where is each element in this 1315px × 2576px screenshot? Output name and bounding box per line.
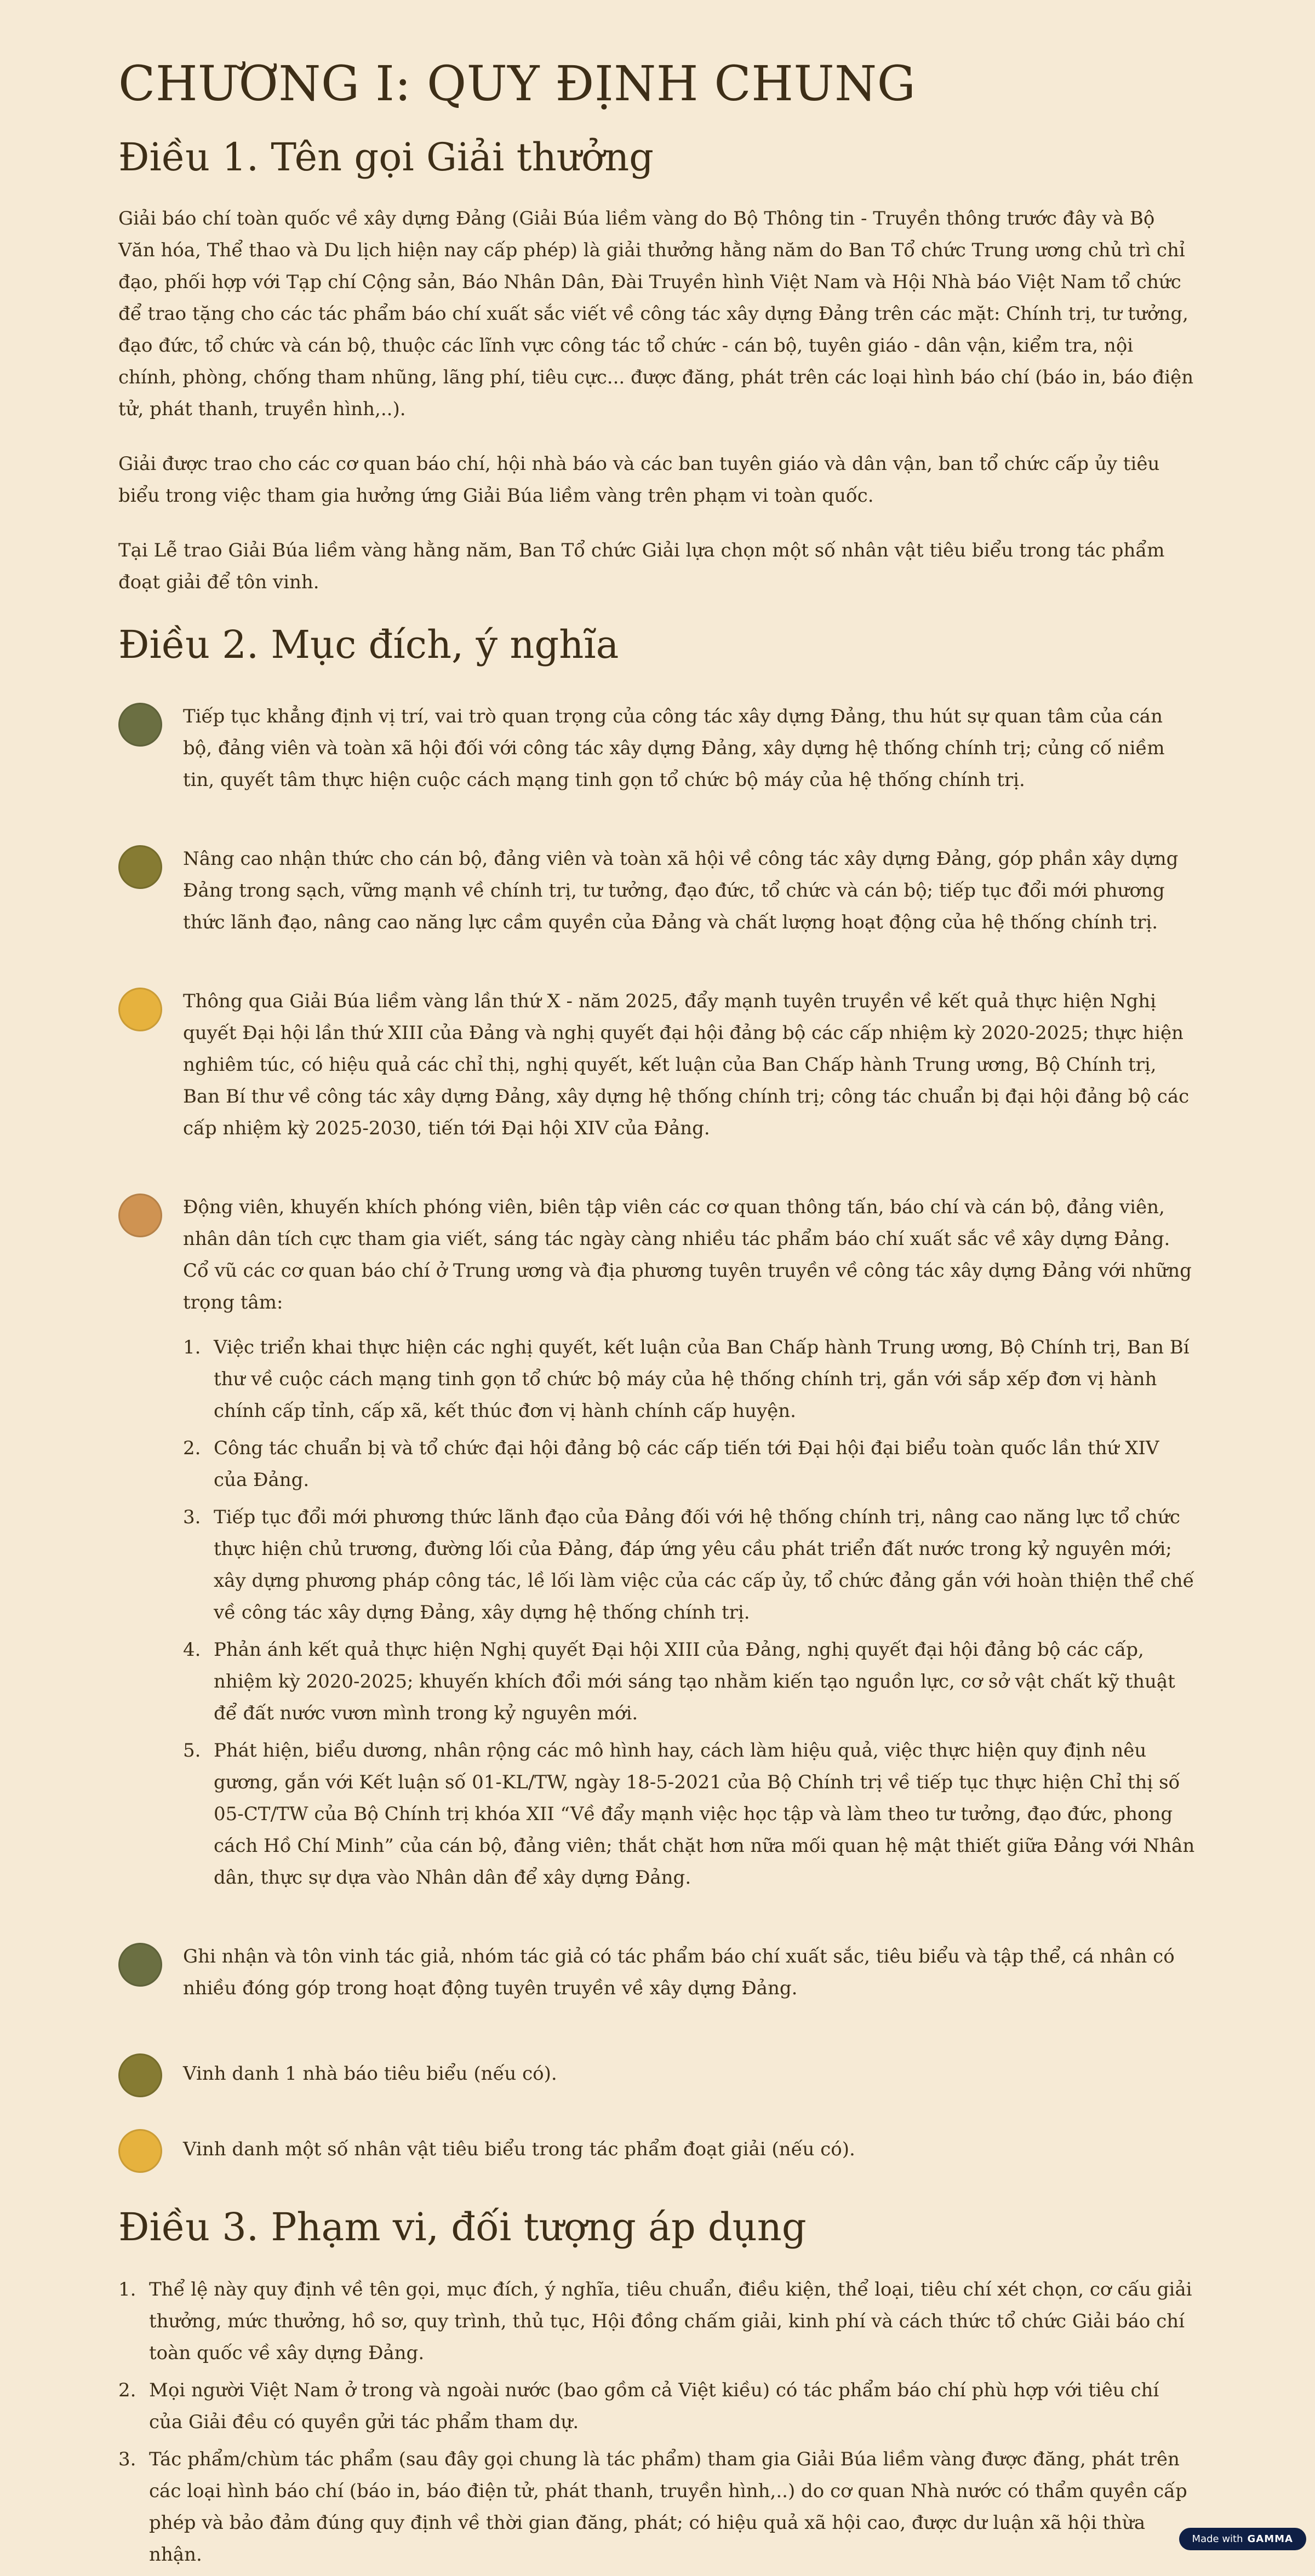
purpose-item	[118, 701, 1197, 796]
scope-item-text: Tác phẩm/chùm tác phẩm (sau đây gọi chung là tác phẩm) tham gia Giải Búa liềm vàng được đăng, phát trên các loại hình báo chí (báo in, báo điện tử, phát thanh, truyền hình,..) do cơ quan Nhà nước có thẩm quyền cấp phép và bảo đảm đúng quy định về thời gian đăng, phát; có hiệu quả xã hội cao, được dư luận xã hội thừa nhận.	[149, 2448, 1187, 2566]
bullet-dot-icon	[118, 1194, 162, 1237]
bullet-dot-icon	[118, 703, 162, 747]
bullet-dot-icon	[118, 2129, 162, 2173]
focus-item-text: Phát hiện, biểu dương, nhân rộng các mô hình hay, cách làm hiệu quả, việc thực hiện quy định nêu gương, gắn với Kết luận số 01-KL/TW, ngày 18-5-2021 của Bộ Chính trị về tiếp tục thực hiện Chỉ thị số 05-CT/TW của Bộ Chính trị khóa XII “Về đẩy mạnh việc học tập và làm theo tư tưởng, đạo đức, phong cách Hồ Chí Minh” của cán bộ, đảng viên; thắt chặt hơn nữa mối quan hệ mật thiết giữa Đảng với Nhân dân, thực sự dựa vào Nhân dân để xây dựng Đảng.	[214, 1740, 1195, 1889]
purpose-list	[118, 701, 1197, 2165]
gamma-logo: GAMMA	[1247, 2533, 1293, 2545]
purpose-item	[118, 2051, 1197, 2090]
badge-prefix: Made with	[1192, 2533, 1243, 2545]
focus-item-text: Phản ánh kết quả thực hiện Nghị quyết Đại hội XIII của Đảng, nghị quyết đại hội đảng bộ các cấp, nhiệm kỳ 2020-2025; khuyến khích đổi mới sáng tạo nhằm kiến tạo nguồn lực, cơ sở vật chất kỹ thuật để đất nước vươn mình trong kỷ nguyên mới.	[214, 1639, 1175, 1724]
focus-item: 5. Phát hiện, biểu dương, nhân rộng các mô hình hay, cách làm hiệu quả, việc thực hiện quy định nêu gương, gắn với Kết luận số 01-KL/TW, ngày 18-5-2021 của Bộ Chính trị về tiếp tục thực hiện Chỉ thị số 05-CT/TW của Bộ Chính trị khóa XII “Về đẩy mạnh việc học tập và làm theo tư tưởng, đạo đức, phong cách Hồ Chí Minh” của cán bộ, đảng viên; thắt chặt hơn nữa mối quan hệ mật thiết giữa Đảng với Nhân dân, thực sự dựa vào Nhân dân để xây dựng Đảng.	[183, 1740, 1195, 1889]
purpose-text: Vinh danh 1 nhà báo tiêu biểu (nếu có).	[183, 2063, 557, 2085]
focus-item-text: Công tác chuẩn bị và tổ chức đại hội đảng bộ các cấp tiến tới Đại hội đại biểu toàn quốc lần thứ XIV của Đảng.	[214, 1437, 1159, 1491]
scope-item-text: Mọi người Việt Nam ở trong và ngoài nước (bao gồm cả Việt kiều) có tác phẩm báo chí phù hợp với tiêu chí của Giải đều có quyền gửi tác phẩm tham dự.	[149, 2379, 1159, 2433]
focus-item-text: Tiếp tục đổi mới phương thức lãnh đạo của Đảng đối với hệ thống chính trị, nâng cao năng lực tổ chức thực hiện chủ trương, đường lối của Đảng, đáp ứng yêu cầu phát triển đất nước trong kỷ nguyên mới; xây dựng phương pháp công tác, lề lối làm việc của các cấp ủy, tổ chức đảng gắn với hoàn thiện thể chế về công tác xây dựng Đảng, xây dựng hệ thống chính trị.	[214, 1506, 1194, 1623]
article-1-paragraph: Tại Lễ trao Giải Búa liềm vàng hằng năm, Ban Tổ chức Giải lựa chọn một số nhân vật tiêu biểu trong tác phẩm đoạt giải để tôn vinh.	[118, 539, 1165, 593]
made-with-gamma-badge[interactable]	[1179, 2528, 1306, 2550]
scope-item: 1. Thể lệ này quy định về tên gọi, mục đích, ý nghĩa, tiêu chuẩn, điều kiện, thể loại, tiêu chí xét chọn, cơ cấu giải thưởng, mức thưởng, hồ sơ, quy trình, thủ tục, Hội đồng chấm giải, kinh phí và cách thức tổ chức Giải báo chí toàn quốc về xây dựng Đảng.	[118, 2278, 1192, 2364]
focus-item: 2. Công tác chuẩn bị và tổ chức đại hội đảng bộ các cấp tiến tới Đại hội đại biểu toàn quốc lần thứ XIV của Đảng.	[183, 1437, 1159, 1491]
document-page	[118, 44, 1197, 2576]
purpose-text: Động viên, khuyến khích phóng viên, biên tập viên các cơ quan thông tấn, báo chí và cán bộ, đảng viên, nhân dân tích cực tham gia viết, sáng tác ngày càng nhiều tác phẩm báo chí xuất sắc về xây dựng Đảng. Cổ vũ các cơ quan báo chí ở Trung ương và địa phương tuyên truyền về công tác xây dựng Đảng với những trọng tâm:	[183, 1196, 1192, 1313]
article-2	[118, 621, 1197, 2166]
purpose-text: Nâng cao nhận thức cho cán bộ, đảng viên và toàn xã hội về công tác xây dựng Đảng, góp phần xây dựng Đảng trong sạch, vững mạnh về chính trị, tư tưởng, đạo đức, tổ chức và cán bộ; tiếp tục đổi mới phương thức lãnh đạo, nâng cao năng lực cầm quyền của Đảng và chất lượng hoạt động của hệ thống chính trị.	[183, 848, 1179, 933]
focus-item: 4. Phản ánh kết quả thực hiện Nghị quyết Đại hội XIII của Đảng, nghị quyết đại hội đảng bộ các cấp, nhiệm kỳ 2020-2025; khuyến khích đổi mới sáng tạo nhằm kiến tạo nguồn lực, cơ sở vật chất kỹ thuật để đất nước vươn mình trong kỷ nguyên mới.	[183, 1639, 1175, 1724]
purpose-item	[118, 2127, 1197, 2165]
bullet-dot-icon	[118, 988, 162, 1031]
article-1-paragraph: Giải được trao cho các cơ quan báo chí, hội nhà báo và các ban tuyên giáo và dân vận, ban tổ chức cấp ủy tiêu biểu trong việc tham gia hưởng ứng Giải Búa liềm vàng trên phạm vi toàn quốc.	[118, 452, 1160, 507]
scope-item: 3. Tác phẩm/chùm tác phẩm (sau đây gọi chung là tác phẩm) tham gia Giải Búa liềm vàng được đăng, phát trên các loại hình báo chí (báo in, báo điện tử, phát thanh, truyền hình,..) do cơ quan Nhà nước có thẩm quyền cấp phép và bảo đảm đúng quy định về thời gian đăng, phát; có hiệu quả xã hội cao, được dư luận xã hội thừa nhận.	[118, 2448, 1187, 2566]
article-1	[118, 134, 1197, 598]
focus-item: 1. Việc triển khai thực hiện các nghị quyết, kết luận của Ban Chấp hành Trung ương, Bộ Chính trị, Ban Bí thư về cuộc cách mạng tinh gọn tổ chức bộ máy của hệ thống chính trị, gắn với sắp xếp đơn vị hành chính cấp tỉnh, cấp xã, kết thúc đơn vị hành chính cấp huyện.	[183, 1336, 1190, 1422]
bullet-dot-icon	[118, 845, 162, 889]
purpose-text: Thông qua Giải Búa liềm vàng lần thứ X - năm 2025, đẩy mạnh tuyên truyền về kết quả thực hiện Nghị quyết Đại hội lần thứ XIII của Đảng và nghị quyết đại hội đảng bộ các cấp nhiệm kỳ 2020-2025; thực hiện nghiêm túc, có hiệu quả các chỉ thị, nghị quyết, kết luận của Ban Chấp hành Trung ương, Bộ Chính trị, Ban Bí thư về công tác xây dựng Đảng, xây dựng hệ thống chính trị; công tác chuẩn bị đại hội đảng bộ các cấp nhiệm kỳ 2025-2030, tiến tới Đại hội XIV của Đảng.	[183, 990, 1190, 1139]
purpose-item	[118, 985, 1197, 1144]
focus-list	[183, 1332, 1197, 1894]
purpose-item	[118, 843, 1197, 938]
scope-item: 2. Mọi người Việt Nam ở trong và ngoài nước (bao gồm cả Việt kiều) có tác phẩm báo chí phù hợp với tiêu chí của Giải đều có quyền gửi tác phẩm tham dự.	[118, 2379, 1159, 2433]
focus-item: 3. Tiếp tục đổi mới phương thức lãnh đạo của Đảng đối với hệ thống chính trị, nâng cao năng lực tổ chức thực hiện chủ trương, đường lối của Đảng, đáp ứng yêu cầu phát triển đất nước trong kỷ nguyên mới; xây dựng phương pháp công tác, lề lối làm việc của các cấp ủy, tổ chức đảng gắn với hoàn thiện thể chế về công tác xây dựng Đảng, xây dựng hệ thống chính trị.	[183, 1506, 1194, 1623]
purpose-text: Tiếp tục khẳng định vị trí, vai trò quan trọng của công tác xây dựng Đảng, thu hút sự quan tâm của cán bộ, đảng viên và toàn xã hội đối với công tác xây dựng Đảng, xây dựng hệ thống chính trị; củng cố niềm tin, quyết tâm thực hiện cuộc cách mạng tinh gọn tổ chức bộ máy của hệ thống chính trị.	[183, 705, 1165, 791]
bullet-dot-icon	[118, 2053, 162, 2097]
article-1-heading: Điều 1. Tên gọi Giải thưởng	[118, 135, 654, 180]
focus-item-text: Việc triển khai thực hiện các nghị quyết, kết luận của Ban Chấp hành Trung ương, Bộ Chính trị, Ban Bí thư về cuộc cách mạng tinh gọn tổ chức bộ máy của hệ thống chính trị, gắn với sắp xếp đơn vị hành chính cấp tỉnh, cấp xã, kết thúc đơn vị hành chính cấp huyện.	[214, 1336, 1190, 1422]
article-3-heading: Điều 3. Phạm vi, đối tượng áp dụng	[118, 2205, 807, 2250]
purpose-item	[118, 1191, 1197, 1894]
purpose-text: Vinh danh một số nhân vật tiêu biểu trong tác phẩm đoạt giải (nếu có).	[183, 2138, 855, 2160]
bullet-dot-icon	[118, 1943, 162, 1987]
chapter-title: CHƯƠNG I: QUY ĐỊNH CHUNG	[118, 55, 916, 112]
article-3	[118, 2204, 1197, 2571]
purpose-text: Ghi nhận và tôn vinh tác giả, nhóm tác giả có tác phẩm báo chí xuất sắc, tiêu biểu và tập thể, cá nhân có nhiều đóng góp trong hoạt động tuyên truyền về xây dựng Đảng.	[183, 1946, 1175, 1999]
article-1-paragraph: Giải báo chí toàn quốc về xây dựng Đảng (Giải Búa liềm vàng do Bộ Thông tin - Truyền thông trước đây và Bộ Văn hóa, Thể thao và Du lịch hiện nay cấp phép) là giải thưởng hằng năm do Ban Tổ chức Trung ương chủ trì chỉ đạo, phối hợp với Tạp chí Cộng sản, Báo Nhân Dân, Đài Truyền hình Việt Nam và Hội Nhà báo Việt Nam tổ chức để trao tặng cho các tác phẩm báo chí xuất sắc viết về công tác xây dựng Đảng trên các mặt: Chính trị, tư tưởng, đạo đức, tổ chức và cán bộ, thuộc các lĩnh vực công tác tổ chức - cán bộ, tuyên giáo - dân vận, kiểm tra, nội chính, phòng, chống tham nhũng, lãng phí, tiêu cực... được đăng, phát trên các loại hình báo chí (báo in, báo điện tử, phát thanh, truyền hình,..).	[118, 207, 1194, 420]
scope-list	[118, 2274, 1197, 2571]
article-2-heading: Điều 2. Mục đích, ý nghĩa	[118, 622, 619, 667]
scope-item-text: Thể lệ này quy định về tên gọi, mục đích, ý nghĩa, tiêu chuẩn, điều kiện, thể loại, tiêu chí xét chọn, cơ cấu giải thưởng, mức thưởng, hồ sơ, quy trình, thủ tục, Hội đồng chấm giải, kinh phí và cách thức tổ chức Giải báo chí toàn quốc về xây dựng Đảng.	[149, 2278, 1192, 2364]
purpose-item	[118, 1941, 1197, 2004]
